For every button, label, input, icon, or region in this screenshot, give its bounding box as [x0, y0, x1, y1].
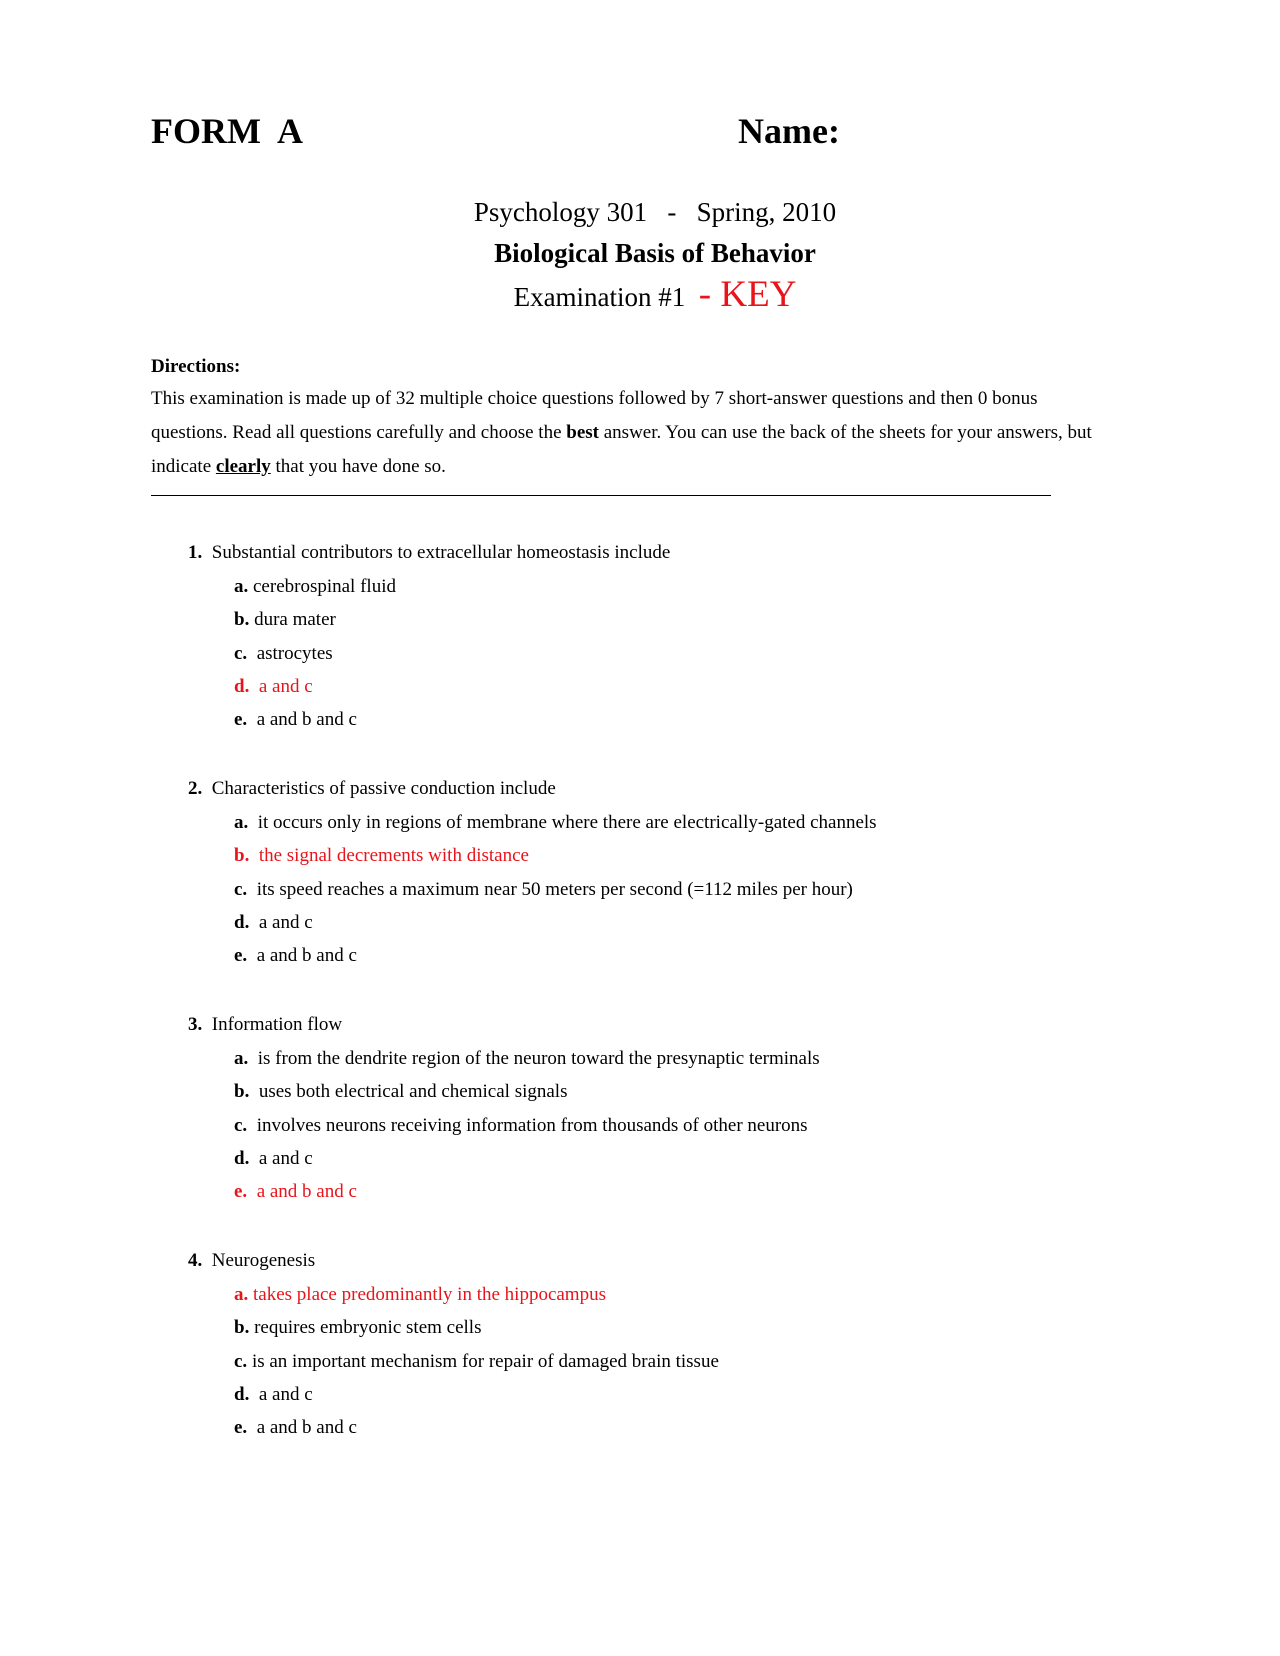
course-title: Psychology 301 - Spring, 2010 [473, 197, 837, 227]
option-a [234, 575, 396, 599]
option-letter: c. [234, 879, 248, 900]
option-letter: b. [234, 609, 250, 630]
option-e-correct [234, 1180, 357, 1204]
option-letter: a. [234, 1284, 249, 1305]
option-letter: a. [234, 576, 249, 597]
key-dash: - [698, 274, 712, 315]
option-e [234, 708, 357, 732]
divider-line [151, 495, 1051, 496]
option-e [234, 944, 357, 968]
directions-text-part-3: that you have done so. [270, 456, 446, 477]
question-number: 4. [188, 1250, 203, 1271]
option-letter: c. [234, 1115, 248, 1136]
option-letter: b. [234, 1317, 250, 1338]
option-text: the signal decrements with distance [258, 845, 529, 866]
option-text: astrocytes [256, 643, 333, 664]
question-text: Neurogenesis [211, 1250, 316, 1271]
option-b [234, 1316, 481, 1340]
directions-text-part-2: answer. You can use the back of the sheets for your answers, but indicate [151, 422, 1092, 477]
option-text: a and b and c [256, 945, 357, 966]
option-text: its speed reaches a maximum near 50 meters per second (=112 miles per hour) [256, 879, 853, 900]
option-text: a and c [258, 912, 313, 933]
option-letter: b. [234, 845, 250, 866]
option-text: cerebrospinal fluid [253, 576, 396, 597]
directions-text [151, 382, 1111, 484]
option-letter: b. [234, 1081, 250, 1102]
question-number: 3. [188, 1014, 203, 1035]
option-c [234, 1350, 719, 1374]
directions-clearly: clearly [215, 456, 271, 477]
question-stem [188, 1249, 315, 1273]
key-label: KEY [720, 274, 797, 315]
option-letter: e. [234, 1417, 248, 1438]
option-text: a and b and c [256, 1417, 357, 1438]
question-text: Substantial contributors to extracellular homeostasis include [211, 542, 671, 563]
question-stem [188, 541, 670, 565]
option-text: requires embryonic stem cells [254, 1317, 482, 1338]
option-b [234, 1080, 567, 1104]
name-label: Name: [738, 111, 840, 151]
question-text: Information flow [211, 1014, 343, 1035]
directions-best: best [566, 422, 599, 443]
option-d-correct [234, 675, 313, 699]
form-label: FORM A [151, 111, 303, 151]
option-b-correct [234, 844, 529, 868]
option-d [234, 1147, 313, 1171]
course-subtitle: Biological Basis of Behavior [494, 238, 816, 268]
directions-section [151, 352, 1111, 484]
question-stem [188, 777, 556, 801]
option-c [234, 1114, 808, 1138]
option-b [234, 608, 336, 632]
exam-title [0, 274, 1280, 318]
option-a-correct [234, 1283, 606, 1307]
option-text: a and c [258, 1384, 313, 1405]
option-a [234, 811, 877, 835]
option-d [234, 1383, 313, 1407]
option-letter: d. [234, 1148, 250, 1169]
option-e [234, 1416, 357, 1440]
option-text: it occurs only in regions of membrane where there are electrically-gated channels [257, 812, 877, 833]
option-c [234, 878, 853, 902]
title-block [0, 192, 1280, 318]
question-number: 2. [188, 778, 203, 799]
option-c [234, 642, 333, 666]
directions-text-part-1: This examination is made up of 32 multiple choice questions followed by 7 short-answer questions and then 0 bonus questions. Read all questions carefully and choose the [151, 388, 1038, 443]
question-text: Characteristics of passive conduction include [211, 778, 556, 799]
option-text: a and b and c [256, 1181, 357, 1202]
option-text: a and b and c [256, 709, 357, 730]
directions-heading: Directions: [151, 356, 241, 377]
option-letter: a. [234, 812, 249, 833]
exam-label: Examination #1 [513, 282, 699, 312]
option-text: uses both electrical and chemical signals [258, 1081, 568, 1102]
question-number: 1. [188, 542, 203, 563]
option-text: is an important mechanism for repair of damaged brain tissue [251, 1351, 719, 1372]
option-text: dura mater [254, 609, 336, 630]
option-text: is from the dendrite region of the neuron toward the presynaptic terminals [257, 1048, 820, 1069]
option-letter: c. [234, 643, 248, 664]
question-stem [188, 1013, 342, 1037]
option-text: takes place predominantly in the hippocampus [253, 1284, 606, 1305]
option-text: involves neurons receiving information from thousands of other neurons [256, 1115, 808, 1136]
option-letter: a. [234, 1048, 249, 1069]
option-a [234, 1047, 820, 1071]
option-letter: d. [234, 1384, 250, 1405]
option-letter: c. [234, 1351, 248, 1372]
option-letter: d. [234, 912, 250, 933]
option-letter: d. [234, 676, 250, 697]
option-letter: e. [234, 1181, 248, 1202]
option-text: a and c [258, 1148, 313, 1169]
option-text: a and c [258, 676, 313, 697]
option-d [234, 911, 313, 935]
option-letter: e. [234, 709, 248, 730]
option-letter: e. [234, 945, 248, 966]
